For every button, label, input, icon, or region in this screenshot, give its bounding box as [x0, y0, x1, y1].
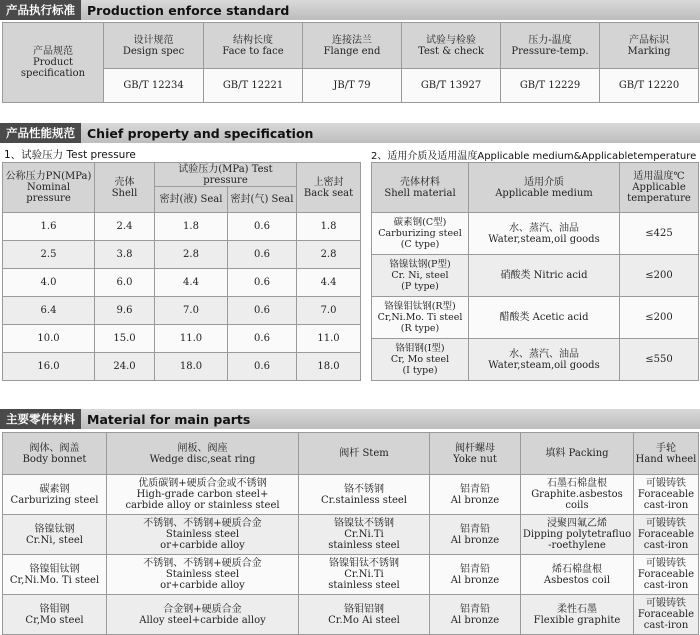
- cell-packing: 石墨石棉盘根 Graphite.asbestos coils: [521, 475, 634, 515]
- header-marking: 产品标识 Marking: [600, 23, 699, 69]
- section-tag: 主要零件材料: [0, 409, 81, 429]
- cell-seal-gas: 0.6: [228, 325, 297, 353]
- medium-table: [371, 162, 699, 381]
- cell-back-seat: 1.8: [297, 213, 361, 241]
- cell-stem: 铬镍钼钛不锈钢 Cr.Ni.Ti stainless steel: [299, 555, 430, 595]
- cell-back-seat: 11.0: [297, 325, 361, 353]
- cell-wedge: 不锈钢、不锈钢+硬质合金 Stainless steel or+carbide alloy: [107, 555, 299, 595]
- section-tag: 产品执行标准: [0, 0, 81, 20]
- cell-seal-gas: 0.6: [228, 213, 297, 241]
- standards-header-row: [3, 23, 699, 69]
- cell-medium: 水、蒸汽、油品 Water,steam,oil goods: [469, 339, 620, 381]
- cell-shell: 9.6: [95, 297, 155, 325]
- header-test-pressure: 试验压力(MPa) Test pressure: [155, 163, 297, 187]
- table-row: [372, 213, 699, 255]
- table-row: [3, 353, 361, 381]
- header-packing: 填料 Packing: [521, 433, 634, 475]
- section-header-property: [0, 123, 700, 143]
- cell-material: 铬镍钛钢(P型) Cr. Ni, steel (P type): [372, 255, 469, 297]
- value-flange-end: JB/T 79: [303, 69, 402, 103]
- cell-medium: 硝酸类 Nitric acid: [469, 255, 620, 297]
- cell-body: 铬钼钢 Cr,Mo steel: [3, 595, 107, 635]
- test-pressure-subtitle: 1、试验压力 Test pressure: [4, 149, 136, 161]
- section-title: Material for main parts: [87, 411, 251, 427]
- header-pressure-temp: 压力-温度 Pressure-temp.: [501, 23, 600, 69]
- cell-back-seat: 2.8: [297, 241, 361, 269]
- table-row: [3, 515, 699, 555]
- table-row: [3, 241, 361, 269]
- cell-packing: 烯石棉盘根 Asbestos coil: [521, 555, 634, 595]
- table-row: [3, 595, 699, 635]
- table-row: [3, 475, 699, 515]
- standards-value-row: [3, 69, 699, 103]
- table-row: [3, 297, 361, 325]
- table-row: [372, 297, 699, 339]
- cell-nominal: 6.4: [3, 297, 95, 325]
- cell-body: 铬镍钼钛钢 Cr,Ni.Mo. Ti steel: [3, 555, 107, 595]
- cell-material: 铬镍钼钛钢(R型) Cr,Ni.Mo. Ti steel (R type): [372, 297, 469, 339]
- value-pressure-temp: GB/T 12229: [501, 69, 600, 103]
- section-title: Chief property and specification: [87, 125, 314, 141]
- cell-hand-wheel: 可锻铸铁 Foraceable cast-iron: [634, 515, 699, 555]
- cell-seal-gas: 0.6: [228, 353, 297, 381]
- cell-stem: 铬钼铝钢 Cr.Mo Ai steel: [299, 595, 430, 635]
- section-header-standard: [0, 0, 700, 20]
- header-design-spec: 设计规范 Design spec: [104, 23, 204, 69]
- value-marking: GB/T 12220: [600, 69, 699, 103]
- cell-wedge: 不锈钢、不锈钢+硬质合金 Stainless steel or+carbide alloy: [107, 515, 299, 555]
- cell-temperature: ≤200: [620, 297, 699, 339]
- cell-yoke-nut: 铝青铅 Al bronze: [430, 515, 521, 555]
- cell-shell: 15.0: [95, 325, 155, 353]
- section-tag: 产品性能规范: [0, 123, 81, 143]
- header-nominal-pressure: 公称压力PN(MPa) Nominal pressure: [3, 163, 95, 213]
- table-row: [3, 213, 361, 241]
- cell-hand-wheel: 可锻铸铁 Foraceable cast-iron: [634, 555, 699, 595]
- cell-yoke-nut: 铝青铅 Al bronze: [430, 475, 521, 515]
- cell-seal-liquid: 1.8: [155, 213, 228, 241]
- table-row: [3, 269, 361, 297]
- materials-table: [2, 432, 699, 635]
- medium-subtitle: 2、适用介质及适用温度Applicable medium&Applicabletemperature: [371, 151, 697, 162]
- cell-medium: 醋酸类 Acetic acid: [469, 297, 620, 339]
- cell-hand-wheel: 可锻铸铁 Foraceable cast-iron: [634, 595, 699, 635]
- cell-seal-liquid: 4.4: [155, 269, 228, 297]
- cell-yoke-nut: 铝青铅 Al bronze: [430, 555, 521, 595]
- cell-body: 碳素钢 Carburizing steel: [3, 475, 107, 515]
- header-test-check: 试验与检验 Test & check: [402, 23, 501, 69]
- table-row: [3, 555, 699, 595]
- cell-shell: 6.0: [95, 269, 155, 297]
- header-back-seat: 上密封 Back seat: [297, 163, 361, 213]
- section-title: Production enforce standard: [87, 2, 290, 18]
- cell-nominal: 1.6: [3, 213, 95, 241]
- cell-seal-liquid: 7.0: [155, 297, 228, 325]
- cell-hand-wheel: 可锻铸铁 Foraceable cast-iron: [634, 475, 699, 515]
- cell-nominal: 10.0: [3, 325, 95, 353]
- cell-seal-liquid: 2.8: [155, 241, 228, 269]
- cell-temperature: ≤200: [620, 255, 699, 297]
- header-face-to-face: 结构长度 Face to face: [204, 23, 303, 69]
- test-pressure-table: [2, 162, 361, 381]
- cell-seal-gas: 0.6: [228, 297, 297, 325]
- cell-packing: 柔性石墨 Flexible graphite: [521, 595, 634, 635]
- cell-medium: 水、蒸汽、油品 Water,steam,oil goods: [469, 213, 620, 255]
- cell-seal-liquid: 18.0: [155, 353, 228, 381]
- header-hand-wheel: 手轮 Hand wheel: [634, 433, 699, 475]
- cell-body: 铬镍钛钢 Cr.Ni, steel: [3, 515, 107, 555]
- header-seal-liquid: 密封(液) Seal: [155, 187, 228, 213]
- cell-shell: 2.4: [95, 213, 155, 241]
- header-shell: 壳体 Shell: [95, 163, 155, 213]
- header-yoke-nut: 阀杆螺母 Yoke nut: [430, 433, 521, 475]
- cell-shell: 24.0: [95, 353, 155, 381]
- header-body-bonnet: 阀体、阀盖 Body bonnet: [3, 433, 107, 475]
- pressure-header-row: [3, 163, 361, 187]
- header-shell-material: 壳体材料 Shell material: [372, 163, 469, 213]
- cell-packing: 浸聚四氟乙烯 Dipping polytetrafluo -roethylene: [521, 515, 634, 555]
- table-row: [3, 325, 361, 353]
- cell-nominal: 2.5: [3, 241, 95, 269]
- cell-back-seat: 18.0: [297, 353, 361, 381]
- cell-material: 碳素钢(C型) Carburizing steel (C type): [372, 213, 469, 255]
- cell-seal-liquid: 11.0: [155, 325, 228, 353]
- cell-stem: 铬不锈钢 Cr.stainless steel: [299, 475, 430, 515]
- cell-nominal: 16.0: [3, 353, 95, 381]
- materials-header-row: [3, 433, 699, 475]
- header-applicable-temperature: 适用温度℃ Applicable temperature: [620, 163, 699, 213]
- cell-seal-gas: 0.6: [228, 269, 297, 297]
- cell-seal-gas: 0.6: [228, 241, 297, 269]
- header-stem: 阀杆 Stem: [299, 433, 430, 475]
- cell-nominal: 4.0: [3, 269, 95, 297]
- header-applicable-medium: 适用介质 Applicable medium: [469, 163, 620, 213]
- value-face-to-face: GB/T 12221: [204, 69, 303, 103]
- medium-header-row: [372, 163, 699, 213]
- header-wedge-disc: 闸板、阀座 Wedge disc,seat ring: [107, 433, 299, 475]
- cell-temperature: ≤425: [620, 213, 699, 255]
- cell-wedge: 合金钢+硬质合金 Alloy steel+carbide alloy: [107, 595, 299, 635]
- cell-temperature: ≤550: [620, 339, 699, 381]
- cell-back-seat: 4.4: [297, 269, 361, 297]
- header-flange-end: 连接法兰 Flange end: [303, 23, 402, 69]
- cell-shell: 3.8: [95, 241, 155, 269]
- product-spec-label: 产品规范 Product specification: [3, 23, 104, 103]
- cell-material: 铬钼钢(I型) Cr, Mo steel (I type): [372, 339, 469, 381]
- table-row: [372, 339, 699, 381]
- value-test-check: GB/T 13927: [402, 69, 501, 103]
- cell-yoke-nut: 铝青铅 Al bronze: [430, 595, 521, 635]
- table-row: [372, 255, 699, 297]
- cell-stem: 铬镍钛不锈钢 Cr.Ni.Ti stainless steel: [299, 515, 430, 555]
- cell-wedge: 优质碳钢+硬质合金或不锈钢 High-grade carbon steel+ carbide alloy or stainless steel: [107, 475, 299, 515]
- value-design-spec: GB/T 12234: [104, 69, 204, 103]
- header-seal-gas: 密封(气) Seal: [228, 187, 297, 213]
- section-header-material: [0, 409, 700, 429]
- standards-table: [2, 22, 699, 103]
- cell-back-seat: 7.0: [297, 297, 361, 325]
